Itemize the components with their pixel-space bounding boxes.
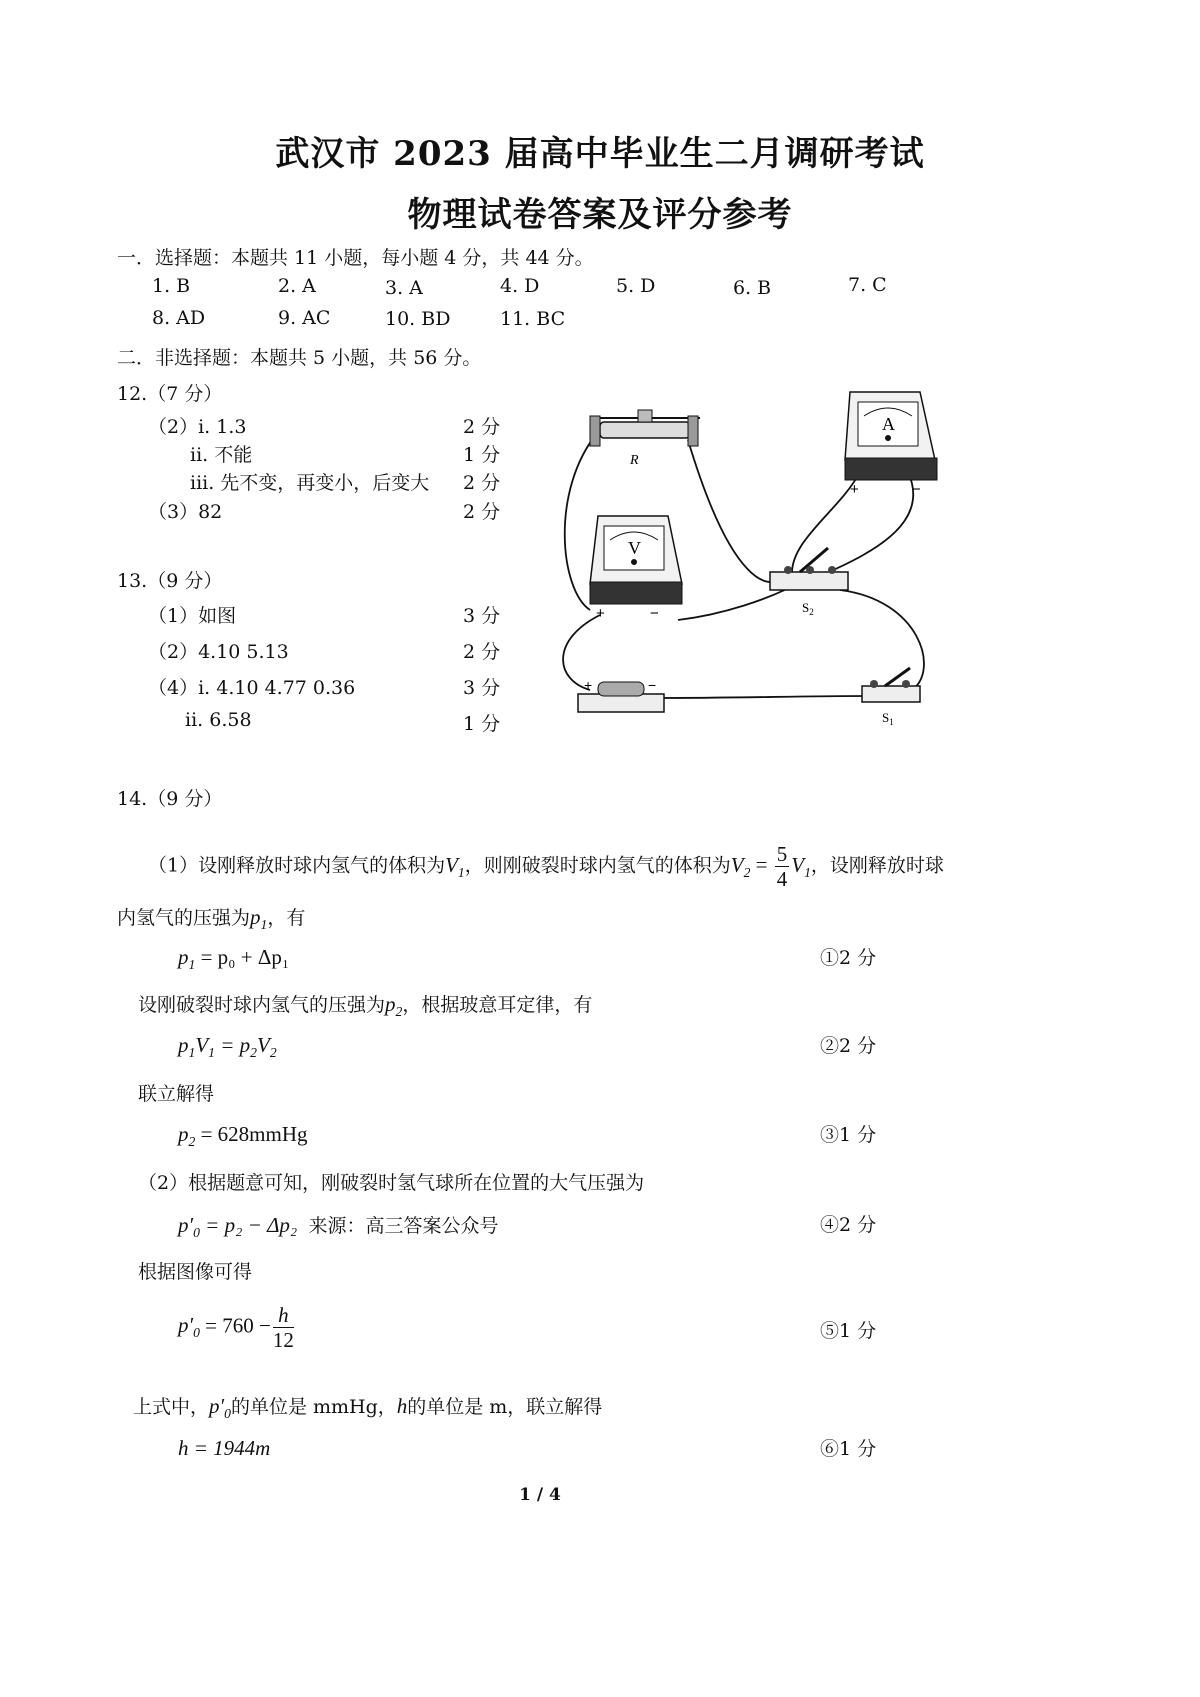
q12-item-score: 1 分 [463,444,501,466]
q13-item-score: 2 分 [463,641,501,663]
ammeter-label: A [882,414,895,434]
q14-score5: ⑤1 分 [820,1320,877,1342]
q13-item-score: 1 分 [463,713,501,735]
q14-fraction-5-4: $\frac{5}{4}$ [776,842,788,892]
wire [688,440,790,582]
ammeter-minus: − [912,481,921,498]
voltmeter [590,516,682,622]
answer-8: 8. AD [152,307,206,329]
q13-item-label: （1）如图 [148,605,237,627]
q12-item-score: 2 分 [463,472,501,494]
doc-subtitle: 物理试卷答案及评分参考 [407,195,793,235]
q14-eq4: $p'_0 = p_2 - \Delta p_2$ 来源：高三答案公众号 [178,1213,499,1240]
section1-heading: 一．选择题：本题共 11 小题，每小题 4 分，共 44 分。 [117,247,594,269]
ammeter [845,392,937,498]
q14-para2: 内氢气的压强为$p_1$，有 [117,905,306,932]
q14-var-v2: $V_2$ [730,852,751,880]
q14-title: 14.（9 分） [117,788,223,810]
switch-s2 [770,548,848,617]
battery [578,677,664,712]
q14-eq2: $p_1V_1 = p_2V_2$ [178,1033,277,1060]
q13-item-label: ii. 6.58 [185,709,252,731]
switch-s1-label: $S_1$ [882,710,894,727]
ammeter-plus: + [850,481,859,498]
q14-score3: ③1 分 [820,1124,877,1146]
wire [563,615,600,690]
battery-plus: + [584,677,593,693]
q14-score6: ⑥1 分 [820,1438,877,1460]
q13-item-score: 3 分 [463,605,501,627]
q13-item-label: （2）4.10 5.13 [148,641,289,663]
q14-score2: ②2 分 [820,1035,877,1057]
battery-minus: − [648,677,657,693]
q13-item-label: （4）i. 4.10 4.77 0.36 [148,677,356,699]
q14-para1-text-b: ，则刚破裂时球内氢气的体积为 [464,854,731,877]
q13-title: 13.（9 分） [117,570,223,592]
q14-eq6: h = 1944m [178,1436,271,1460]
answer-10: 10. BD [385,308,451,330]
q14-para5: （2）根据题意可知，刚破裂时氢气球所在位置的大气压强为 [138,1172,645,1194]
q12-title: 12.（7 分） [117,383,223,405]
q14-score1: ①2 分 [820,947,877,969]
page-number: 1 / 4 [519,1485,561,1505]
circuit-diagram [540,380,980,750]
answer-7: 7. C [848,274,887,296]
wire [822,472,913,575]
wire [658,696,870,698]
switch-s1 [862,668,920,727]
q14-eq3: $p_2$ = 628mmHg [178,1122,308,1149]
q14-para3: 设刚破裂时球内氢气的压强为$p_2$，根据玻意耳定律，有 [138,992,593,1019]
q13-item-score: 3 分 [463,677,501,699]
q12-item-score: 2 分 [463,416,501,438]
answer-9: 9. AC [278,307,331,329]
voltmeter-label: V [628,538,641,558]
answer-5: 5. D [616,275,656,297]
answer-1: 1. B [152,275,191,297]
q14-score4: ④2 分 [820,1214,877,1236]
q14-para1-text-a: （1）设刚释放时球内氢气的体积为 [148,854,446,877]
q14-para4: 联立解得 [138,1083,215,1105]
answer-11: 11. BC [500,308,566,330]
answer-3: 3. A [385,277,423,299]
q14-eq4-note: 来源：高三答案公众号 [308,1216,499,1237]
q12-item-label: ii. 不能 [190,444,253,466]
wire [840,590,924,690]
section2-heading: 二．非选择题：本题共 5 小题，共 56 分。 [117,347,482,369]
rheostat-label: R [630,453,639,468]
voltmeter-plus: + [596,605,605,622]
q14-para1-text-c: ，设刚释放时球 [810,854,944,877]
answer-4: 4. D [500,275,540,297]
q14-para1: （1）设刚释放时球内氢气的体积为$V_1$，则刚破裂时球内氢气的体积为$V_2$ = $\frac{5}{4}$ $V_1$，设刚释放时球 [148,842,944,892]
q14-para6: 根据图像可得 [138,1261,253,1283]
rheostat [590,410,700,468]
doc-title: 武汉市 2023 届高中毕业生二月调研考试 [275,134,925,174]
q14-eq1: $p_1 = p_0 + \Delta p_1$ [178,945,290,972]
switch-s2-label: $S_2$ [802,600,814,617]
q14-var-v1: $V_1$ [445,852,465,880]
answer-2: 2. A [278,275,316,297]
answer-6: 6. B [733,277,772,299]
q14-para7: 上式中，$p'_0$的单位是 mmHg，h的单位是 m，联立解得 [133,1394,603,1421]
q12-item-score: 2 分 [463,501,501,523]
q12-item-label: （3）82 [148,501,223,523]
q12-item-label: iii. 先不变，再变小，后变大 [190,472,430,494]
voltmeter-minus: − [650,605,659,622]
q12-item-label: （2）i. 1.3 [148,416,247,438]
q14-eq5: $p'_0 = 760$ − $\frac{h}{12}$ [178,1303,294,1353]
